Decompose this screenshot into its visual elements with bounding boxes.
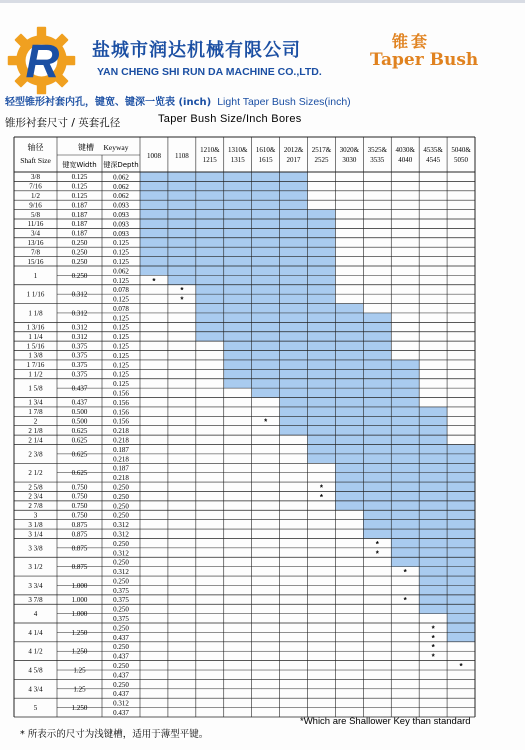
keyway-width-cell: 0.250: [71, 257, 88, 266]
keyway-depth-cell: 0.375: [113, 586, 129, 595]
keyway-depth-cell: 0.312: [113, 549, 129, 558]
shallow-key-mark: *: [264, 417, 268, 427]
product-name-cn: 锥套: [392, 32, 431, 51]
keyway-depth-cell: 0.125: [113, 351, 129, 360]
shaft-size-cell: 4 1/2: [28, 647, 43, 656]
bush-size-header: 1108: [175, 152, 189, 160]
keyway-width-cell: 0.312: [71, 309, 88, 318]
keyway-depth-cell: 0.125: [113, 380, 129, 389]
shaft-size-cell: 3 1/8: [28, 520, 43, 529]
keyway-depth-cell: 0.062: [113, 192, 129, 201]
shaded-cell-run: [196, 313, 391, 341]
shaded-cell-run: [447, 614, 475, 642]
keyway-width-cell: 1.25: [73, 666, 86, 675]
shallow-key-mark: *: [459, 662, 463, 672]
keyway-width-cell: 0.125: [71, 191, 88, 200]
keyway-width-cell: 0.375: [71, 351, 88, 360]
shaft-size-cell: 3 7/8: [28, 596, 43, 605]
keyway-width-cell: 0.875: [71, 520, 88, 529]
bush-size-header: 2017: [286, 156, 301, 164]
shallow-key-mark: *: [431, 633, 435, 643]
bush-size-header: 2517&: [311, 146, 332, 154]
keyway-depth-cell: 0.125: [113, 361, 129, 370]
keyway-width-cell: 1.000: [71, 581, 88, 590]
keyway-width-cell: 0.500: [71, 417, 88, 426]
keyway-depth-header: 键深Depth: [103, 161, 139, 169]
keyway-depth-cell: 0.250: [113, 558, 129, 567]
keyway-depth-cell: 0.250: [113, 492, 129, 501]
bush-size-header: 2525: [314, 156, 329, 164]
keyway-depth-cell: 0.218: [113, 455, 129, 464]
shaded-cell-run: [391, 538, 475, 547]
shaft-size-header-cn: 轴径: [27, 143, 44, 152]
keyway-width-cell: 0.312: [71, 290, 88, 299]
keyway-depth-cell: 0.312: [113, 530, 129, 539]
shaft-size-cell: 2 3/8: [28, 450, 43, 459]
keyway-depth-cell: 0.078: [113, 286, 129, 295]
shaft-size-cell: 7/8: [31, 248, 40, 257]
shaded-cell-run: [224, 360, 419, 388]
shaft-size-cell: 3 1/2: [28, 563, 43, 572]
keyway-width-cell: 0.625: [71, 450, 88, 459]
keyway-width-cell: 0.750: [71, 511, 88, 520]
keyway-width-cell: 0.250: [71, 271, 88, 280]
shaft-size-cell: 3/8: [31, 173, 40, 182]
keyway-depth-cell: 0.187: [113, 464, 129, 473]
keyway-width-cell: 0.875: [71, 530, 88, 539]
shaft-size-cell: 7/16: [29, 182, 42, 191]
shaft-size-cell: 4 3/4: [28, 685, 43, 694]
shaded-cell-run: [140, 210, 335, 276]
company-name-en: YAN CHENG SHI RUN DA MACHINE CO.,LTD.: [97, 66, 322, 78]
keyway-depth-cell: 0.062: [113, 182, 129, 191]
shaft-size-cell: 13/16: [27, 238, 44, 247]
keyway-width-cell: 0.750: [71, 502, 88, 511]
keyway-width-cell: 1.000: [71, 610, 88, 619]
shaft-size-cell: 3/4: [31, 229, 40, 238]
keyway-depth-cell: 0.250: [113, 502, 129, 511]
bush-size-header: 4030&: [395, 146, 415, 154]
table-title-cn: 锥形衬套尺寸 / 英套孔径: [5, 117, 121, 129]
shaft-size-cell: 2 5/8: [28, 483, 43, 492]
keyway-width-cell: 0.375: [71, 342, 88, 351]
keyway-width-cell: 0.750: [71, 483, 88, 492]
shaft-size-cell: 1 3/8: [28, 351, 43, 360]
shaft-size-cell: 3 1/4: [28, 530, 43, 539]
bush-size-header: 4535&: [423, 146, 443, 154]
shaft-size-cell: 3 3/8: [28, 544, 43, 553]
keyway-depth-cell: 0.437: [113, 652, 129, 661]
shaft-size-cell: 2 1/4: [28, 436, 43, 445]
keyway-header-cn: 键槽: [78, 143, 94, 152]
bush-size-header: 5050: [454, 156, 469, 164]
keyway-depth-cell: 0.250: [113, 605, 129, 614]
keyway-depth-cell: 0.312: [113, 699, 129, 708]
keyway-width-cell: 1.250: [71, 628, 88, 637]
keyway-width-cell: 0.500: [71, 408, 88, 417]
keyway-depth-cell: 0.250: [113, 643, 129, 652]
bush-size-header: 3030: [342, 156, 357, 164]
subtitle-en: Light Taper Bush Sizes(inch): [217, 96, 351, 108]
keyway-width-cell: 0.312: [71, 323, 88, 332]
keyway-depth-cell: 0.250: [113, 577, 129, 586]
keyway-depth-cell: 0.093: [113, 229, 129, 238]
keyway-width-cell: 0.750: [71, 492, 88, 501]
keyway-width-cell: 0.187: [71, 201, 88, 210]
shaft-size-cell: 1 3/16: [26, 323, 45, 332]
keyway-depth-cell: 0.437: [113, 690, 129, 699]
bush-size-header: 1610&: [255, 146, 276, 154]
shallow-key-mark: *: [431, 643, 435, 653]
keyway-depth-cell: 0.125: [113, 295, 129, 304]
shaft-size-cell: 2: [33, 417, 38, 426]
shaft-size-cell: 3 3/4: [28, 581, 43, 590]
keyway-width-cell: 0.625: [71, 469, 88, 478]
keyway-width-cell: 0.875: [71, 563, 88, 572]
shaded-cell-run: [280, 398, 420, 407]
shaft-size-cell: 9/16: [29, 201, 42, 210]
bush-size-header: 1215: [202, 156, 217, 164]
keyway-depth-cell: 0.156: [113, 408, 129, 417]
keyway-depth-cell: 0.312: [113, 568, 129, 577]
keyway-width-cell: 0.125: [71, 173, 88, 182]
keyway-depth-cell: 0.125: [113, 370, 129, 379]
keyway-depth-cell: 0.250: [113, 624, 129, 633]
shallow-key-mark: *: [319, 483, 324, 493]
bush-size-header: 1310&: [227, 146, 248, 154]
keyway-depth-cell: 0.156: [113, 389, 129, 398]
keyway-width-cell: 0.187: [71, 220, 88, 229]
shallow-key-mark: *: [375, 549, 379, 559]
keyway-depth-cell: 0.062: [113, 267, 129, 276]
keyway-depth-cell: 0.218: [113, 474, 129, 483]
keyway-depth-cell: 0.218: [113, 427, 129, 436]
keyway-depth-cell: 0.375: [113, 596, 129, 605]
shaft-size-cell: 1 1/8: [28, 309, 43, 318]
keyway-width-cell: 0.625: [71, 436, 88, 445]
company-name-cn: 盐城市润达机械有限公司: [92, 40, 301, 61]
shallow-key-mark: *: [152, 276, 156, 286]
keyway-depth-cell: 0.250: [113, 662, 129, 671]
shallow-key-mark: *: [431, 652, 435, 662]
bush-size-header: 3525&: [367, 146, 388, 154]
bush-size-header: 5040&: [451, 146, 471, 154]
shaft-size-cell: 2 1/8: [28, 426, 43, 435]
shallow-key-mark: *: [375, 539, 379, 549]
keyway-depth-cell: 0.125: [113, 248, 129, 257]
keyway-depth-cell: 0.437: [113, 633, 129, 642]
shaft-size-cell: 1 7/16: [26, 361, 45, 370]
keyway-width-cell: 0.125: [71, 182, 88, 191]
shaft-size-cell: 1: [33, 271, 38, 280]
shallow-key-mark: *: [180, 286, 184, 296]
shaft-size-cell: 4 1/4: [28, 628, 43, 637]
shaft-size-header-en: Shaft Size: [20, 156, 51, 165]
keyway-width-cell: 1.25: [73, 685, 86, 694]
keyway-width-cell: 0.250: [71, 238, 88, 247]
shaft-size-cell: 1 1/4: [28, 332, 43, 341]
keyway-depth-cell: 0.375: [113, 615, 129, 624]
keyway-depth-cell: 0.062: [113, 173, 129, 182]
keyway-depth-cell: 0.250: [113, 483, 129, 492]
keyway-width-cell: 1.250: [71, 647, 88, 656]
bush-size-header: 1008: [146, 152, 161, 160]
keyway-depth-cell: 0.218: [113, 436, 129, 445]
keyway-depth-cell: 0.250: [113, 511, 129, 520]
shaft-size-cell: 4 5/8: [28, 666, 43, 675]
keyway-depth-cell: 0.250: [113, 539, 129, 548]
shaft-size-cell: 1 3/4: [28, 398, 43, 407]
keyway-width-cell: 0.187: [71, 229, 88, 238]
bush-size-header: 1315: [230, 156, 245, 164]
keyway-width-cell: 1.250: [71, 704, 88, 713]
keyway-width-cell: 0.187: [71, 210, 88, 219]
shallow-key-mark: *: [319, 492, 324, 502]
keyway-width-cell: 0.312: [71, 332, 88, 341]
keyway-depth-cell: 0.156: [113, 398, 129, 407]
shaft-size-cell: 5/8: [31, 210, 40, 219]
keyway-depth-cell: 0.078: [113, 304, 129, 313]
table-title-en: Taper Bush Size/Inch Bores: [158, 113, 302, 125]
shaft-size-cell: 4: [33, 610, 38, 619]
shallow-key-mark: *: [180, 295, 184, 305]
bush-size-header: 4545: [426, 156, 441, 164]
keyway-depth-cell: 0.125: [113, 239, 129, 248]
keyway-width-cell: 0.375: [71, 370, 88, 379]
keyway-depth-cell: 0.125: [113, 276, 129, 285]
keyway-depth-cell: 0.156: [113, 417, 129, 426]
footnote-en: *Which are Shallower Key than standard: [300, 716, 471, 727]
shaft-size-cell: 1 1/16: [26, 290, 45, 299]
keyway-width-cell: 0.375: [71, 361, 88, 370]
shallow-key-mark: *: [431, 624, 435, 634]
shallow-key-mark: *: [403, 596, 407, 606]
keyway-width-cell: 0.437: [71, 384, 88, 393]
keyway-width-cell: 0.875: [71, 544, 88, 553]
logo-letter: R: [25, 35, 60, 88]
keyway-width-cell: 0.625: [71, 426, 88, 435]
keyway-depth-cell: 0.312: [113, 521, 129, 530]
shaft-size-cell: 5: [33, 704, 38, 713]
keyway-depth-cell: 0.093: [113, 220, 129, 229]
keyway-depth-cell: 0.125: [113, 257, 129, 266]
keyway-depth-cell: 0.093: [113, 201, 129, 210]
product-name-en: Taper Bush: [370, 50, 479, 70]
keyway-depth-cell: 0.125: [113, 342, 129, 351]
shaded-cell-run: [335, 463, 475, 472]
keyway-depth-cell: 0.093: [113, 210, 129, 219]
keyway-depth-cell: 0.125: [113, 333, 129, 342]
keyway-header-en: Keyway: [103, 143, 129, 152]
keyway-width-cell: 0.250: [71, 248, 88, 257]
shaft-size-cell: 2 3/4: [28, 492, 43, 501]
bush-size-header: 3020&: [339, 146, 360, 154]
shaft-size-cell: 15/16: [27, 257, 44, 266]
shallow-key-mark: *: [403, 568, 407, 578]
shaft-size-cell: 1 1/2: [28, 370, 43, 379]
keyway-width-cell: 1.000: [71, 596, 88, 605]
keyway-depth-cell: 0.187: [113, 445, 129, 454]
bush-size-header: 1210&: [200, 146, 220, 154]
keyway-depth-cell: 0.437: [113, 671, 129, 680]
keyway-width-cell: 0.437: [71, 398, 88, 407]
shaft-size-cell: 1 7/8: [28, 408, 43, 417]
shaft-size-cell: 1/2: [31, 191, 40, 200]
shaded-cell-run: [308, 435, 448, 444]
bush-size-header: 3535: [370, 156, 385, 164]
bush-size-header: 4040: [398, 156, 413, 164]
subtitle-cn: 轻型锥形衬套内孔，键宽、键深一览表 (inch): [5, 97, 212, 108]
shaft-size-cell: 1 5/16: [26, 342, 45, 351]
keyway-depth-cell: 0.250: [113, 680, 129, 689]
shaft-size-cell: 11/16: [27, 220, 44, 229]
bush-size-header: 1615: [258, 156, 273, 164]
keyway-depth-cell: 0.437: [113, 709, 129, 717]
keyway-depth-cell: 0.125: [113, 323, 129, 332]
footnote-cn: * 所表示的尺寸为浅键槽，适用于薄型平键。: [20, 729, 209, 740]
keyway-width-header: 键宽Width: [62, 161, 97, 169]
bush-size-header: 2012&: [283, 146, 304, 154]
keyway-depth-cell: 0.125: [113, 314, 129, 323]
shaft-size-cell: 2 7/8: [28, 502, 43, 511]
shaft-size-cell: 2 1/2: [28, 469, 43, 478]
shaft-size-cell: 1 5/8: [28, 384, 43, 393]
shaft-size-cell: 3: [33, 511, 38, 520]
